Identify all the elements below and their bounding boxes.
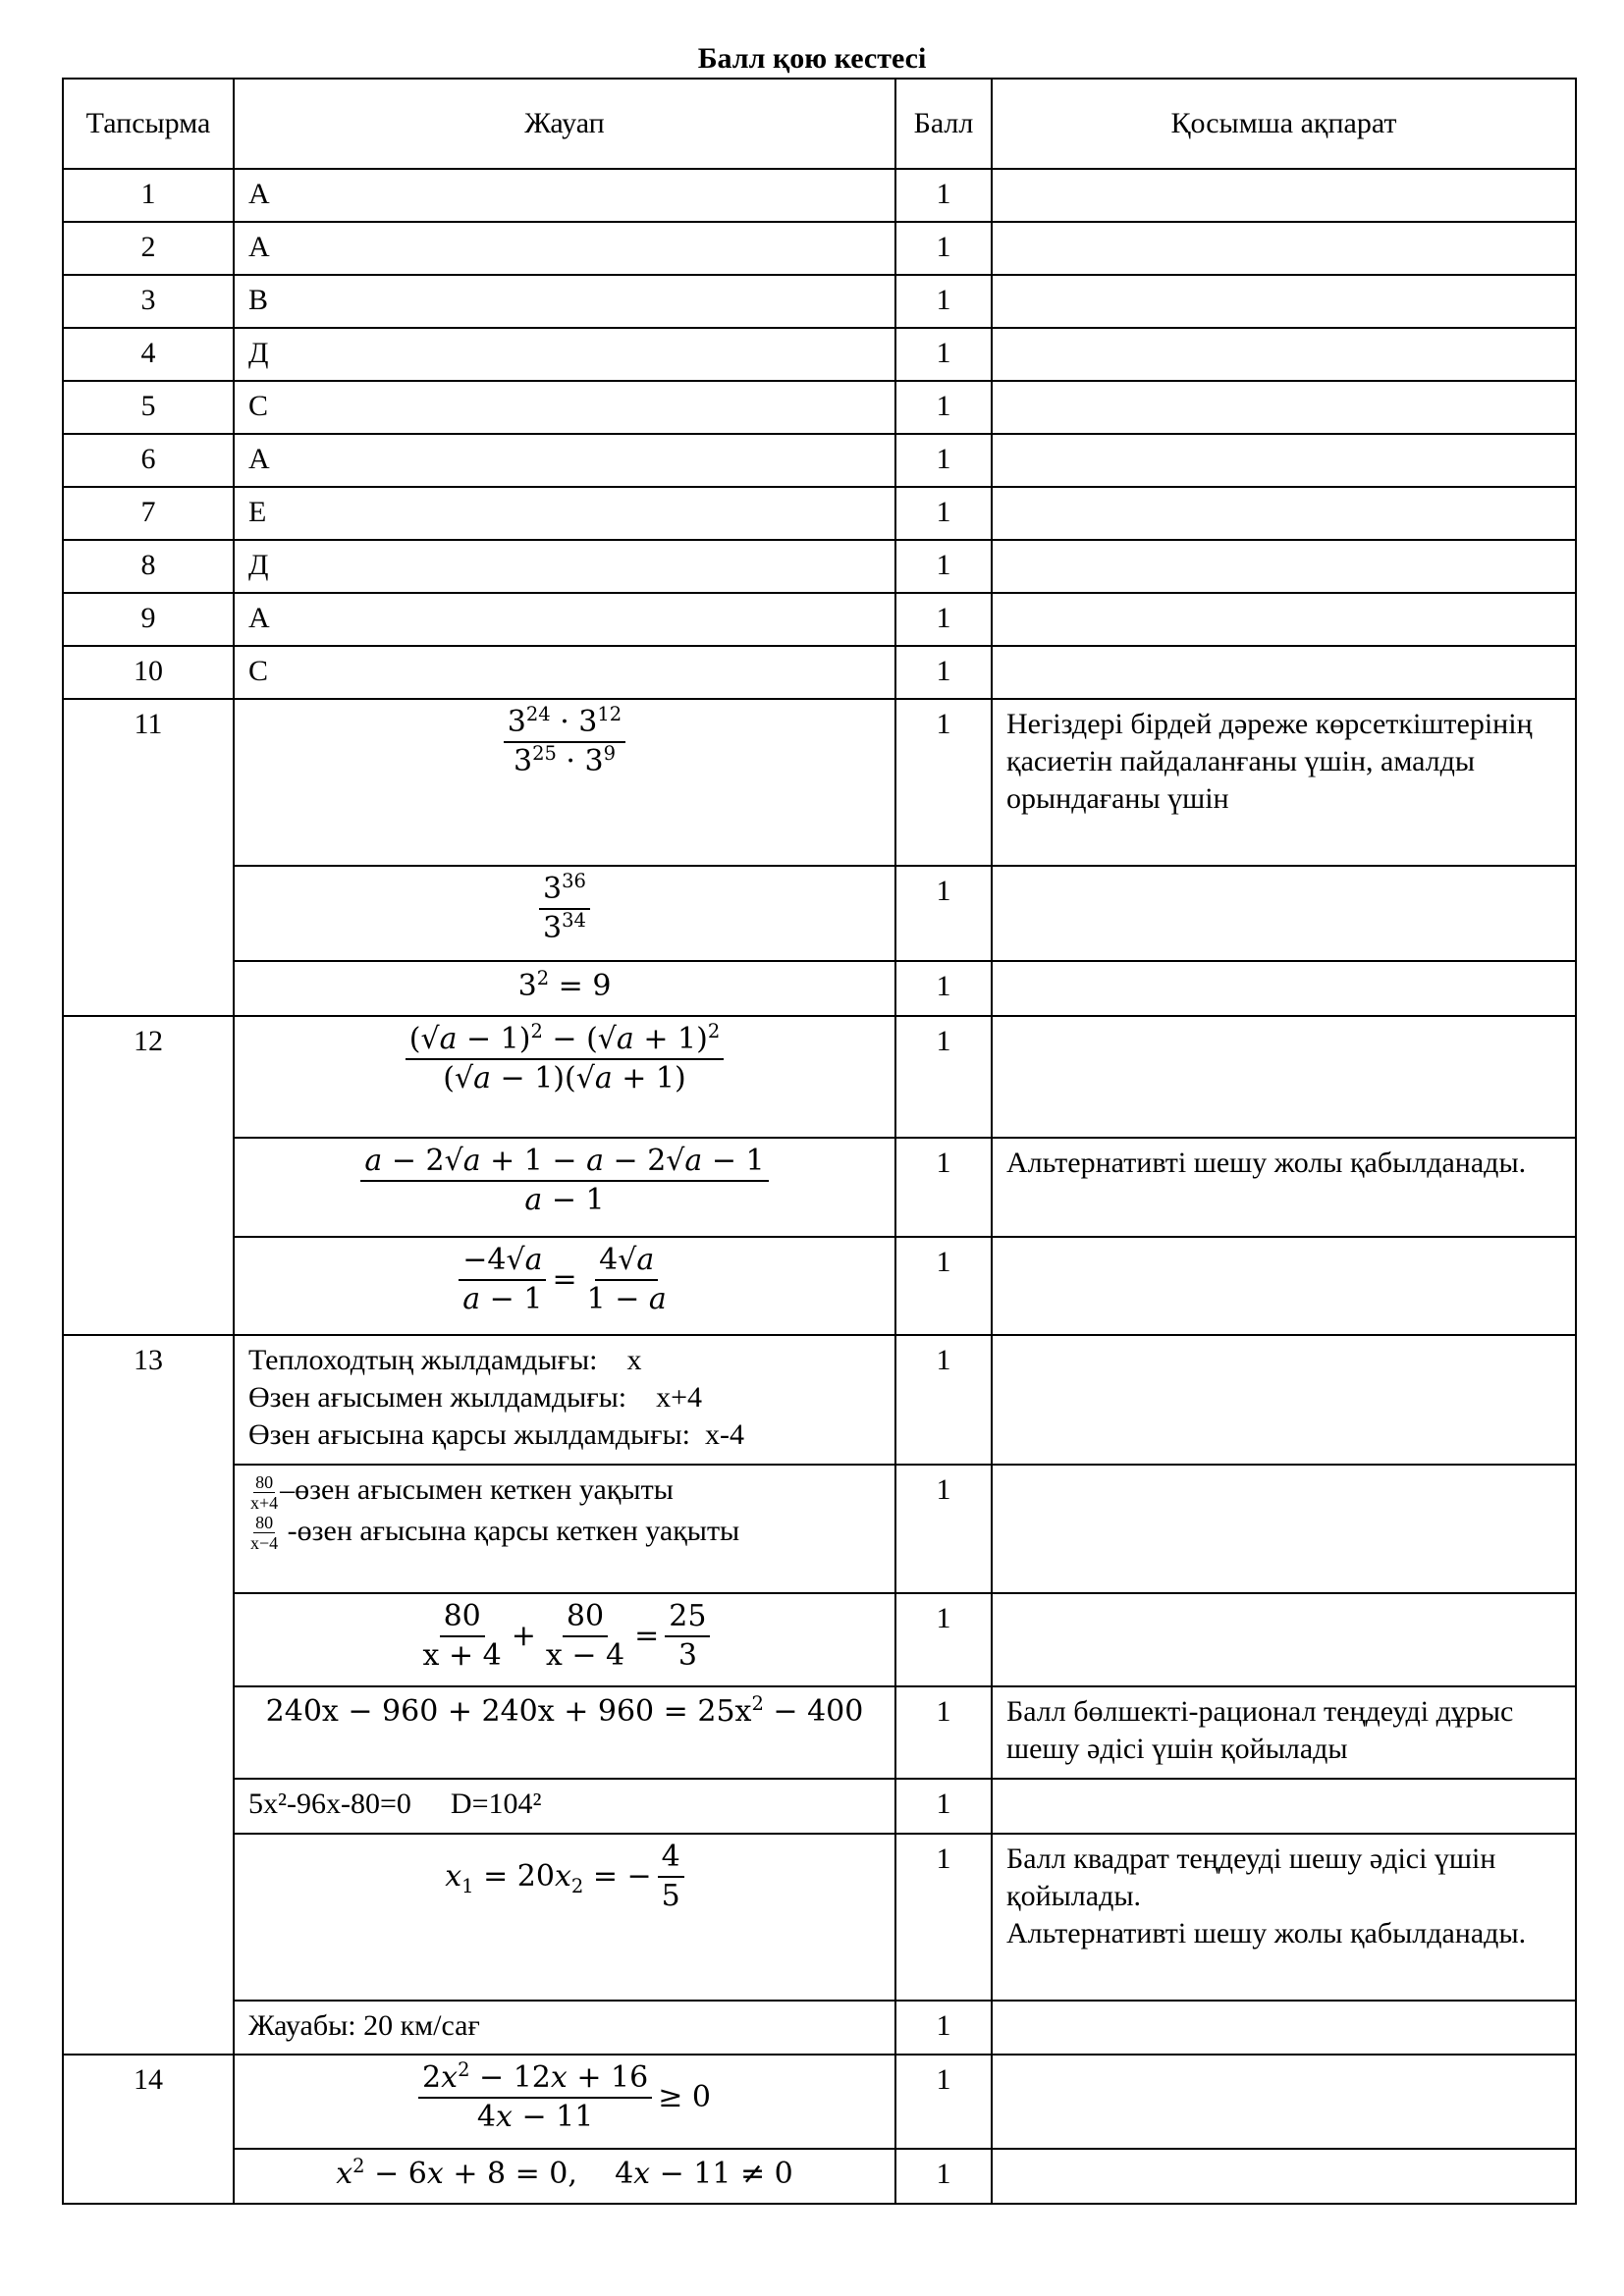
score-cell: 1 — [895, 1237, 992, 1335]
info-cell — [992, 1016, 1576, 1138]
info-cell — [992, 593, 1576, 646]
table-row — [63, 1593, 1576, 1686]
table-row — [63, 1686, 1576, 1779]
task-number: 3 — [63, 275, 234, 328]
table-row — [63, 1335, 1576, 1465]
info-cell: Негіздері бірдей дәреже көрсеткіштерінің қасиетін пайдаланғаны үшін, амалды орындағаны үшін — [992, 699, 1576, 866]
table-row — [63, 1465, 1576, 1593]
info-cell — [992, 540, 1576, 593]
answer-cell: A — [234, 593, 895, 646]
math-fraction: $\frac{80}{x - 4}$ — [545, 1599, 625, 1673]
info-cell: Балл бөлшекті-рационал теңдеуді дұрыс шешу әдісі үшін қойылады — [992, 1686, 1576, 1779]
score-cell: 1 — [895, 2001, 992, 2055]
task-number: 1 — [63, 169, 234, 222]
answer-cell: C — [234, 646, 895, 699]
math-fraction: $\frac{-4√a}{a - 1}$ — [459, 1244, 546, 1316]
answer-cell — [234, 1138, 895, 1237]
header-task-label: Тапсырма — [85, 107, 211, 139]
score-cell: 1 — [895, 487, 992, 540]
score-cell: 1 — [895, 961, 992, 1016]
table-row — [63, 540, 1576, 593]
table-row — [63, 1138, 1576, 1237]
answer-cell: Д — [234, 540, 895, 593]
task-number: 11 — [63, 699, 234, 1016]
answer-cell: A — [234, 434, 895, 487]
score-cell: 1 — [895, 1335, 992, 1465]
info-cell — [992, 961, 1576, 1016]
info-cell — [992, 2001, 1576, 2055]
answer-cell: $\frac{2x^2 - 12x + 16}{4x - 11}$ ≥ 0 — [234, 2055, 895, 2149]
math-fraction: $\frac{2x^2 - 12x + 16}{4x - 11}$ — [418, 2061, 652, 2134]
task-number: 13 — [63, 1335, 234, 2055]
answer-cell: B — [234, 275, 895, 328]
info-cell — [992, 434, 1576, 487]
math-fraction: $\frac{4√a}{1 - a}$ — [586, 1243, 667, 1316]
answer-cell: $\frac{-4√a}{a - 1}$ = $\frac{4√a}{1 - a}$ — [234, 1237, 895, 1335]
score-cell: 1 — [895, 1686, 992, 1779]
text-line: Өзен ағысына қарсы жылдамдығы: x-4 — [248, 1418, 744, 1451]
info-text: Альтернативті шешу жолы қабылданады. — [1006, 1917, 1527, 1949]
info-cell — [992, 487, 1576, 540]
table-row — [63, 1779, 1576, 1834]
table-row — [63, 381, 1576, 434]
answer-cell: Жауабы: 20 км/сағ — [234, 2001, 895, 2055]
info-cell — [992, 1593, 1576, 1686]
task-number: 10 — [63, 646, 234, 699]
answer-cell: $x^2 - 6x + 8 = 0$, 4x − 11 ≠ 0 — [234, 2149, 895, 2204]
score-cell: 1 — [895, 1834, 992, 2001]
score-cell: 1 — [895, 434, 992, 487]
score-cell: 1 — [895, 328, 992, 381]
math-fraction: $\frac{a - 2√a + 1 - a - 2√a - 1}{a - 1}$ — [360, 1145, 768, 1217]
score-cell: 1 — [895, 540, 992, 593]
table-row — [63, 2055, 1576, 2149]
text-line: $\frac{80}{x+4}$ –өзен ағысымен кеткен уақыты — [250, 1471, 674, 1513]
table-row — [63, 646, 1576, 699]
table-row — [63, 275, 1576, 328]
task-number: 8 — [63, 540, 234, 593]
score-cell: 1 — [895, 2149, 992, 2204]
math-fraction: $\frac{25}{3}$ — [665, 1600, 710, 1673]
task-number: 5 — [63, 381, 234, 434]
task-number: 6 — [63, 434, 234, 487]
answer-cell: E — [234, 487, 895, 540]
score-cell: 1 — [895, 866, 992, 961]
math-fraction: $\frac{(√a - 1)^2 - (√a + 1)^2}{(√a - 1)(√a + 1)}$ — [406, 1023, 724, 1095]
score-cell: 1 — [895, 275, 992, 328]
info-cell — [992, 1465, 1576, 1593]
equation-text: 5x²-96x-80=0 — [248, 1788, 411, 1820]
table-row — [63, 699, 1576, 866]
math-fraction: $\frac{80}{x+4}$ — [250, 1471, 279, 1513]
table-row — [63, 1834, 1576, 2001]
score-cell: 1 — [895, 2055, 992, 2149]
task-number: 7 — [63, 487, 234, 540]
info-cell — [992, 1834, 1576, 2001]
math-fraction: $\frac{80}{x + 4}$ — [422, 1599, 502, 1673]
table-row — [63, 961, 1576, 1016]
info-text: Балл квадрат теңдеуді шешу әдісі үшін қойылады. — [1006, 1842, 1496, 1912]
table-row — [63, 328, 1576, 381]
header-answer: Жауап — [234, 79, 895, 169]
discriminant-text: D=104² — [450, 1788, 542, 1820]
text-line: Өзен ағысымен жылдамдығы: x+4 — [248, 1381, 703, 1414]
text-line: Теплоходтың жылдамдығы: x — [248, 1344, 642, 1376]
info-cell — [992, 169, 1576, 222]
header-info: Қосымша ақпарат — [992, 79, 1576, 169]
info-cell — [992, 2149, 1576, 2204]
answer-cell: Д — [234, 328, 895, 381]
page-title: Балл қою кестесі — [697, 42, 927, 75]
table-row — [63, 169, 1576, 222]
score-cell: 1 — [895, 646, 992, 699]
answer-cell — [234, 1335, 895, 1465]
answer-cell: A — [234, 169, 895, 222]
answer-cell: A — [234, 222, 895, 275]
score-cell: 1 — [895, 1138, 992, 1237]
answer-cell: $240x - 960 + 240x + 960 = 25x^2 - 400$ — [234, 1686, 895, 1779]
task-number: 4 — [63, 328, 234, 381]
score-cell: 1 — [895, 699, 992, 866]
score-cell: 1 — [895, 1779, 992, 1834]
info-cell — [992, 1779, 1576, 1834]
answer-cell: $x_1 = 20x_2$ = − $\frac{4}{5}$ — [234, 1834, 895, 2001]
table-row — [63, 222, 1576, 275]
score-cell: 1 — [895, 1016, 992, 1138]
score-cell: 1 — [895, 1465, 992, 1593]
table-row — [63, 1237, 1576, 1335]
score-cell: 1 — [895, 1593, 992, 1686]
score-cell: 1 — [895, 381, 992, 434]
answer-cell — [234, 1016, 895, 1138]
math-fraction: $\frac{3^{36}}{3^{34}}$ — [539, 873, 590, 945]
info-cell — [992, 1237, 1576, 1335]
info-cell — [992, 866, 1576, 961]
info-cell — [992, 275, 1576, 328]
info-cell — [992, 328, 1576, 381]
info-cell — [992, 2055, 1576, 2149]
answer-cell: $\frac{80}{x + 4}$ + $\frac{80}{x - 4}$ = $\frac{25}{3}$ — [234, 1593, 895, 1686]
math-fraction: $\frac{4}{5}$ — [658, 1841, 684, 1913]
math-fraction: $\frac{80}{x-4}$ — [250, 1513, 279, 1554]
table-header-row — [63, 79, 1576, 169]
score-cell: 1 — [895, 169, 992, 222]
task-number: 9 — [63, 593, 234, 646]
info-cell — [992, 646, 1576, 699]
header-score: Балл — [895, 79, 992, 169]
info-cell — [992, 381, 1576, 434]
answer-cell — [234, 1465, 895, 1593]
answer-cell — [234, 699, 895, 866]
info-cell — [992, 222, 1576, 275]
task-number: 12 — [63, 1016, 234, 1335]
score-cell: 1 — [895, 222, 992, 275]
answer-cell — [234, 1779, 895, 1834]
table-row — [63, 434, 1576, 487]
task-number: 2 — [63, 222, 234, 275]
info-cell — [992, 1335, 1576, 1465]
answer-cell — [234, 866, 895, 961]
table-row — [63, 593, 1576, 646]
info-cell: Альтернативті шешу жолы қабылданады. — [992, 1138, 1576, 1237]
math-fraction: $\frac{3^{24} \cdot 3^{12}}{3^{25} \cdot 3^9}$ — [504, 706, 625, 778]
score-cell: 1 — [895, 593, 992, 646]
table-row — [63, 2001, 1576, 2055]
table-row — [63, 866, 1576, 961]
answer-cell: $3^2 = 9$ — [234, 961, 895, 1016]
answer-cell: C — [234, 381, 895, 434]
task-number: 14 — [63, 2055, 234, 2204]
scoring-table — [62, 78, 1577, 2205]
table-row — [63, 1016, 1576, 1138]
header-task — [63, 79, 234, 169]
text-line: $\frac{80}{x-4}$ -өзен ағысына қарсы кеткен уақыты — [250, 1513, 740, 1554]
table-row — [63, 2149, 1576, 2204]
table-row — [63, 487, 1576, 540]
